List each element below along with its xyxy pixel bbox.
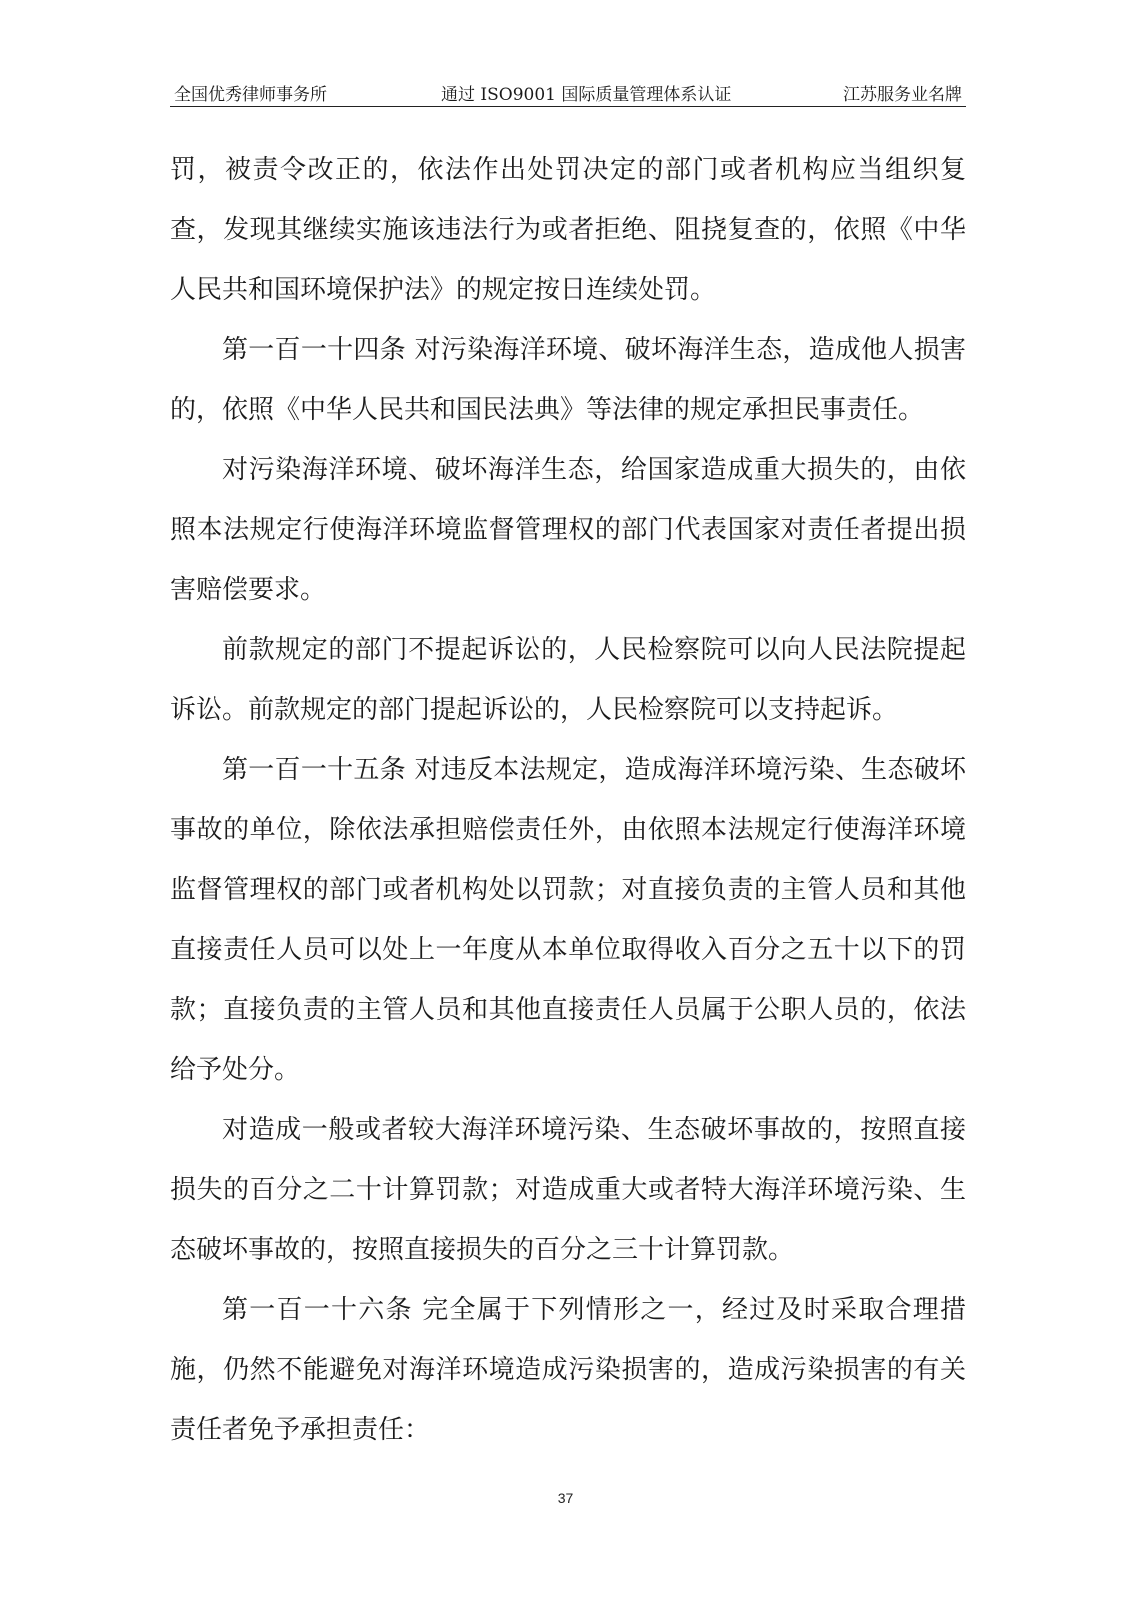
header-certification: 通过 ISO9001 国际质量管理体系认证 bbox=[441, 85, 732, 105]
paragraph-article-114: 第一百一十四条 对污染海洋环境、破坏海洋生态，造成他人损害的，依照《中华人民共和国民法典》等法律的规定承担民事责任。 bbox=[170, 335, 966, 425]
paragraph-article-115: 第一百一十五条 对违反本法规定，造成海洋环境污染、生态破坏事故的单位，除依法承担赔偿责任外，由依照本法规定行使海洋环境监督管理权的部门或者机构处以罚款；对直接负责的主管人员和其他直接责任人员可以处上一年度从本单位取得收入百分之五十以下的罚款；直接负责的主管人员和其他直接责任人员属于公职人员的，依法给予处分。 bbox=[170, 755, 966, 1085]
page-header bbox=[170, 78, 966, 107]
header-firm-title: 全国优秀律师事务所 bbox=[174, 85, 327, 105]
paragraph-article-114-clause-3: 前款规定的部门不提起诉讼的，人民检察院可以向人民法院提起诉讼。前款规定的部门提起诉讼的，人民检察院可以支持起诉。 bbox=[170, 635, 966, 725]
page-number: 37 bbox=[557, 1490, 574, 1506]
paragraph-article-114-clause-2: 对污染海洋环境、破坏海洋生态，给国家造成重大损失的，由依照本法规定行使海洋环境监督管理权的部门代表国家对责任者提出损害赔偿要求。 bbox=[170, 455, 966, 605]
header-brand: 江苏服务业名牌 bbox=[843, 85, 962, 105]
paragraph-article-115-clause-2: 对造成一般或者较大海洋环境污染、生态破坏事故的，按照直接损失的百分之二十计算罚款；对造成重大或者特大海洋环境污染、生态破坏事故的，按照直接损失的百分之三十计算罚款。 bbox=[170, 1115, 966, 1265]
paragraph-article-116: 第一百一十六条 完全属于下列情形之一，经过及时采取合理措施，仍然不能避免对海洋环境造成污染损害的，造成污染损害的有关责任者免予承担责任： bbox=[170, 1295, 966, 1445]
document-body bbox=[170, 140, 966, 1460]
paragraph-continuation: 罚，被责令改正的，依法作出处罚决定的部门或者机构应当组织复查，发现其继续实施该违法行为或者拒绝、阻挠复查的，依照《中华人民共和国环境保护法》的规定按日连续处罚。 bbox=[170, 155, 966, 305]
